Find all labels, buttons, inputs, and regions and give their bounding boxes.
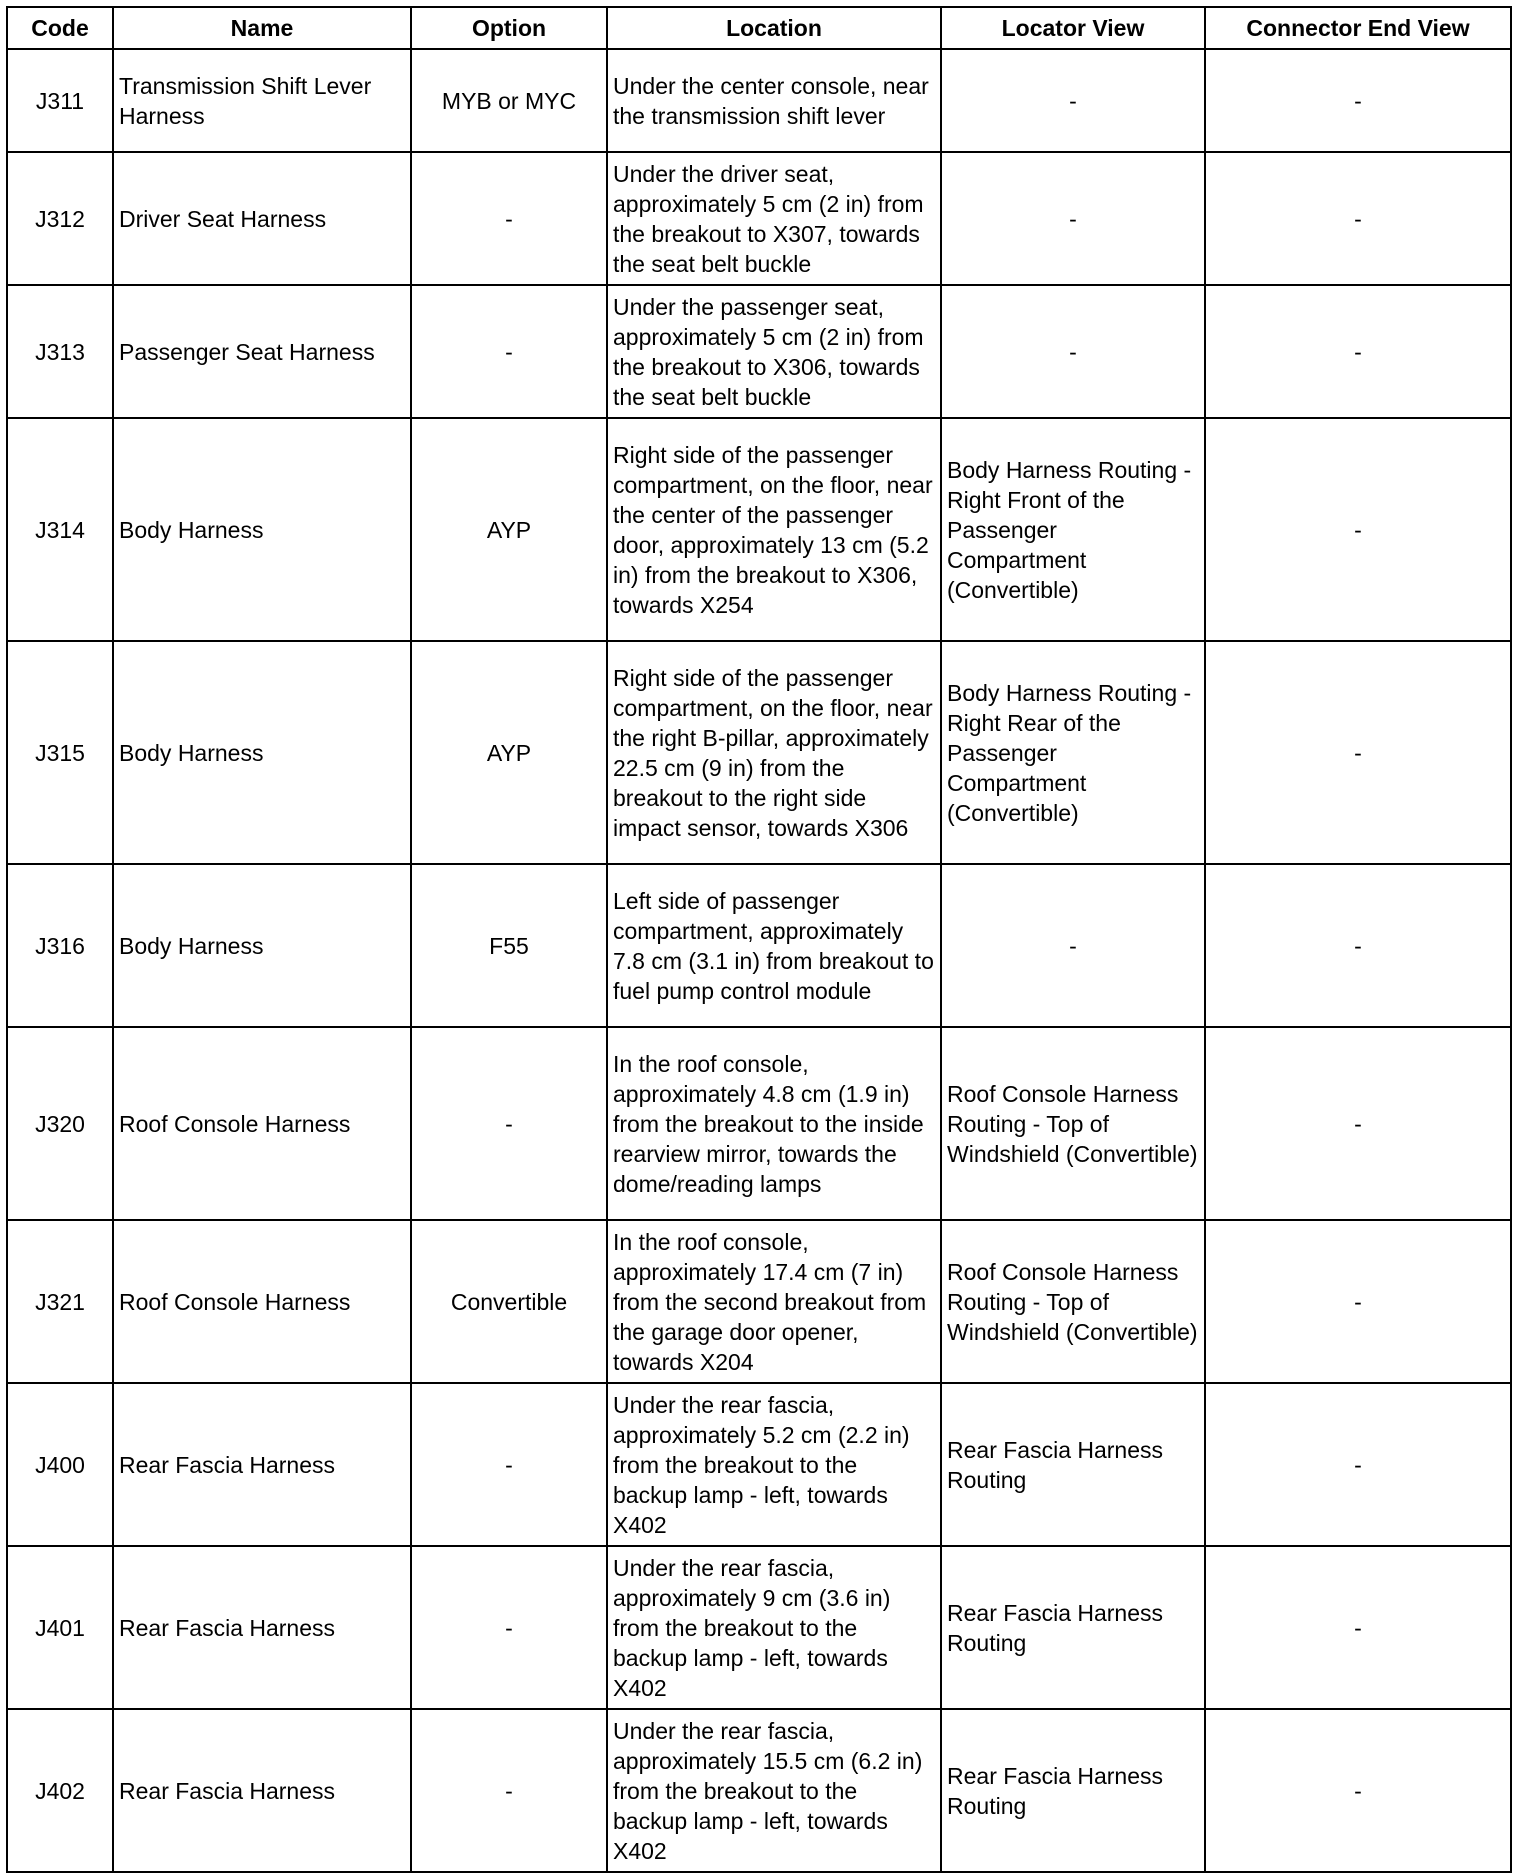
cell-name: Roof Console Harness: [113, 1027, 411, 1220]
cell-locator-view: Rear Fascia Harness Routing: [941, 1709, 1205, 1872]
cell-code: J320: [7, 1027, 113, 1220]
header-code: Code: [7, 7, 113, 49]
cell-option: MYB or MYC: [411, 49, 607, 152]
cell-name: Rear Fascia Harness: [113, 1709, 411, 1872]
cell-location: Under the driver seat, approximately 5 cm (2 in) from the breakout to X307, towards the seat belt buckle: [607, 152, 941, 285]
cell-locator-view: -: [941, 49, 1205, 152]
table-row: [7, 1027, 1511, 1220]
cell-location: Under the rear fascia, approximately 5.2 cm (2.2 in) from the breakout to the backup lamp - left, towards X402: [607, 1383, 941, 1546]
cell-name: Body Harness: [113, 864, 411, 1027]
cell-connector-end-view: -: [1205, 641, 1511, 864]
splice-location-table: [6, 6, 1512, 1873]
cell-option: -: [411, 1546, 607, 1709]
table-row: [7, 1546, 1511, 1709]
cell-locator-view: Roof Console Harness Routing - Top of Windshield (Convertible): [941, 1220, 1205, 1383]
cell-locator-view: -: [941, 152, 1205, 285]
cell-connector-end-view: -: [1205, 1383, 1511, 1546]
cell-name: Body Harness: [113, 641, 411, 864]
cell-connector-end-view: -: [1205, 285, 1511, 418]
cell-name: Body Harness: [113, 418, 411, 641]
cell-option: AYP: [411, 641, 607, 864]
header-option: Option: [411, 7, 607, 49]
header-location: Location: [607, 7, 941, 49]
cell-location: Left side of passenger compartment, approximately 7.8 cm (3.1 in) from breakout to fuel pump control module: [607, 864, 941, 1027]
cell-location: In the roof console, approximately 17.4 cm (7 in) from the second breakout from the garage door opener, towards X204: [607, 1220, 941, 1383]
cell-locator-view: -: [941, 285, 1205, 418]
cell-code: J312: [7, 152, 113, 285]
table-row: [7, 152, 1511, 285]
table-row: [7, 1383, 1511, 1546]
cell-name: Transmission Shift Lever Harness: [113, 49, 411, 152]
cell-code: J316: [7, 864, 113, 1027]
cell-locator-view: Roof Console Harness Routing - Top of Windshield (Convertible): [941, 1027, 1205, 1220]
cell-name: Passenger Seat Harness: [113, 285, 411, 418]
table-row: [7, 641, 1511, 864]
cell-locator-view: Rear Fascia Harness Routing: [941, 1546, 1205, 1709]
cell-option: -: [411, 1027, 607, 1220]
cell-connector-end-view: -: [1205, 49, 1511, 152]
table-row: [7, 864, 1511, 1027]
cell-location: Under the rear fascia, approximately 9 cm (3.6 in) from the breakout to the backup lamp - left, towards X402: [607, 1546, 941, 1709]
cell-code: J314: [7, 418, 113, 641]
cell-locator-view: Body Harness Routing - Right Front of the Passenger Compartment (Convertible): [941, 418, 1205, 641]
header-name: Name: [113, 7, 411, 49]
cell-locator-view: -: [941, 864, 1205, 1027]
cell-code: J313: [7, 285, 113, 418]
cell-option: -: [411, 1709, 607, 1872]
cell-connector-end-view: -: [1205, 418, 1511, 641]
table-row: [7, 49, 1511, 152]
header-connector-end-view: Connector End View: [1205, 7, 1511, 49]
cell-connector-end-view: -: [1205, 152, 1511, 285]
cell-name: Rear Fascia Harness: [113, 1383, 411, 1546]
cell-code: J402: [7, 1709, 113, 1872]
cell-option: AYP: [411, 418, 607, 641]
cell-locator-view: Rear Fascia Harness Routing: [941, 1383, 1205, 1546]
table-row: [7, 1709, 1511, 1872]
cell-location: Right side of the passenger compartment, on the floor, near the center of the passenger door, approximately 13 cm (5.2 in) from the breakout to X306, towards X254: [607, 418, 941, 641]
cell-location: Under the rear fascia, approximately 15.5 cm (6.2 in) from the breakout to the backup lamp - left, towards X402: [607, 1709, 941, 1872]
table-row: [7, 418, 1511, 641]
cell-name: Driver Seat Harness: [113, 152, 411, 285]
cell-connector-end-view: -: [1205, 1027, 1511, 1220]
cell-locator-view: Body Harness Routing - Right Rear of the Passenger Compartment (Convertible): [941, 641, 1205, 864]
cell-location: Right side of the passenger compartment, on the floor, near the right B-pillar, approximately 22.5 cm (9 in) from the breakout to the right side impact sensor, towards X306: [607, 641, 941, 864]
cell-code: J400: [7, 1383, 113, 1546]
cell-code: J315: [7, 641, 113, 864]
cell-option: -: [411, 1383, 607, 1546]
cell-location: Under the passenger seat, approximately 5 cm (2 in) from the breakout to X306, towards the seat belt buckle: [607, 285, 941, 418]
cell-connector-end-view: -: [1205, 1709, 1511, 1872]
cell-connector-end-view: -: [1205, 1220, 1511, 1383]
cell-name: Roof Console Harness: [113, 1220, 411, 1383]
cell-code: J321: [7, 1220, 113, 1383]
cell-connector-end-view: -: [1205, 1546, 1511, 1709]
cell-code: J311: [7, 49, 113, 152]
cell-option: F55: [411, 864, 607, 1027]
cell-location: Under the center console, near the transmission shift lever: [607, 49, 941, 152]
cell-connector-end-view: -: [1205, 864, 1511, 1027]
cell-option: -: [411, 285, 607, 418]
cell-option: -: [411, 152, 607, 285]
header-locator-view: Locator View: [941, 7, 1205, 49]
table-row: [7, 1220, 1511, 1383]
splice-table-page: [6, 6, 1510, 1873]
cell-code: J401: [7, 1546, 113, 1709]
header-row: [7, 7, 1511, 49]
table-row: [7, 285, 1511, 418]
cell-location: In the roof console, approximately 4.8 cm (1.9 in) from the breakout to the inside rearview mirror, towards the dome/reading lamps: [607, 1027, 941, 1220]
cell-name: Rear Fascia Harness: [113, 1546, 411, 1709]
cell-option: Convertible: [411, 1220, 607, 1383]
